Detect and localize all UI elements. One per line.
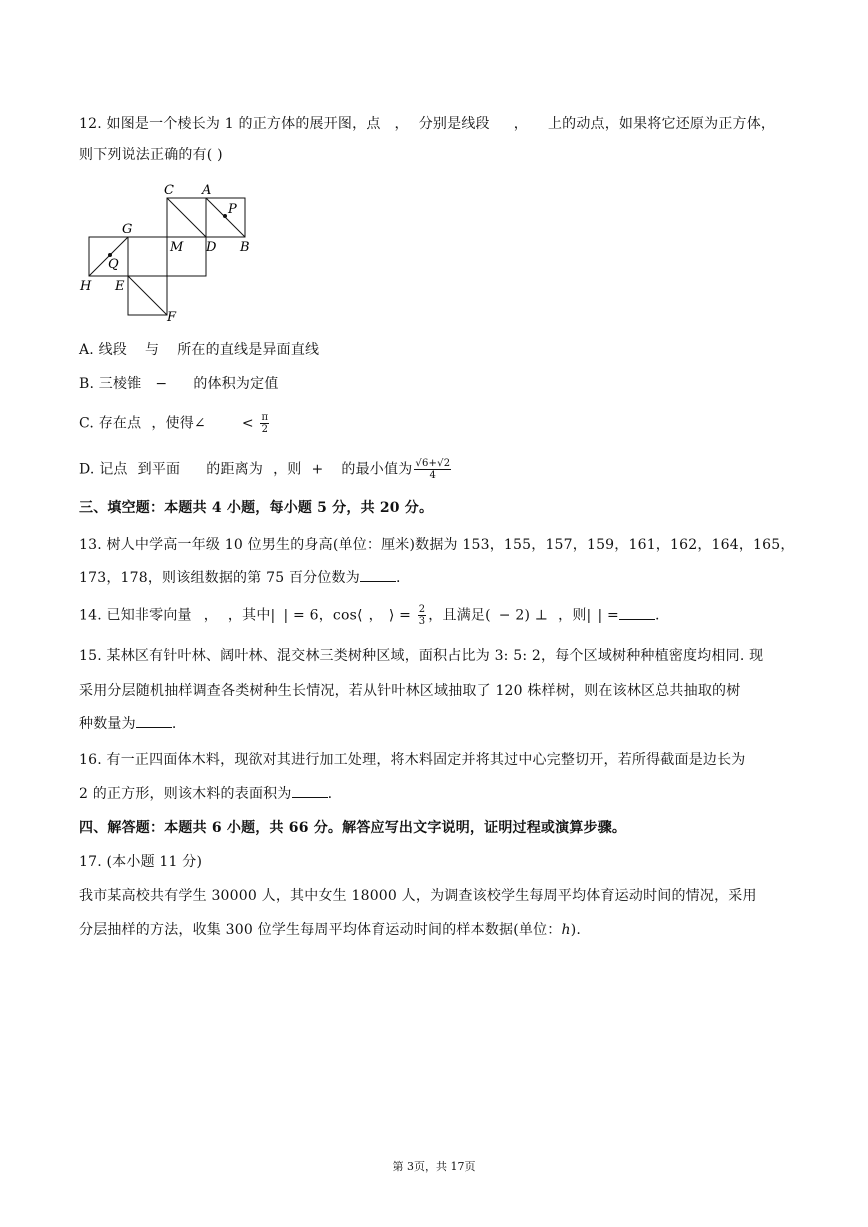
q14-line: 14. 已知非零向量 ， ，其中| | = 6，cos⟨ ， ⟩ = $\frac{2}{3}$ ，且满足( − 2) ⊥ ，则| | = . — [79, 604, 660, 627]
q12-option-b: B. 三棱锥 − 的体积为定值 — [79, 376, 279, 392]
answer-blank — [292, 783, 328, 798]
q15-line1: 15. 某林区有针叶林、阔叶林、混交林三类树种区域，面积占比为 3: 5: 2，每个区域树种种植密度均相同. 现 — [79, 648, 764, 664]
section-4-heading: 四、解答题：本题共 6 小题，共 66 分。解答应写出文字说明，证明过程或演算步骤。 — [79, 820, 627, 836]
q15-line2: 采用分层随机抽样调查各类树种生长情况，若从针叶林区域抽取了 120 株样树，则在该林区总共抽取的树 — [79, 683, 741, 699]
section-3-heading: 三、填空题：本题共 4 小题，每小题 5 分，共 20 分。 — [79, 500, 434, 516]
q12-option-a: A. 线段 与 所在的直线是异面直线 — [79, 342, 320, 358]
fraction-pi-over-2: $\frac{\pi}{2}$ — [261, 412, 269, 435]
label-A: A — [202, 183, 212, 198]
answer-blank — [136, 713, 172, 728]
point-P — [223, 214, 227, 218]
label-C: C — [164, 183, 174, 198]
q13-line2: 173，178，则该组数据的第 75 百分位数为 . — [79, 567, 401, 588]
label-H: H — [80, 279, 92, 294]
q12-line2: 则下列说法正确的有( ) — [79, 147, 223, 163]
q16-line1: 16. 有一正四面体木料，现欲对其进行加工处理，将木料固定并将其过中心完整切开，若所得截面是边长为 — [79, 752, 746, 768]
answer-blank — [360, 567, 396, 582]
cube-net-figure — [78, 180, 258, 325]
q17-line1: 我市某高校共有学生 30000 人，其中女生 18000 人，为调查该校学生每周平均体育运动时间的情况，采用 — [79, 888, 757, 904]
answer-blank — [619, 605, 655, 620]
label-G: G — [122, 222, 133, 237]
q17-line2: 分层抽样的方法，收集 300 位学生每周平均体育运动时间的样本数据(单位：h). — [79, 922, 582, 938]
label-E: E — [115, 279, 125, 294]
q16-line2: 2 的正方形，则该木料的表面积为 . — [79, 783, 332, 804]
diagonal-CD — [167, 198, 206, 237]
q12-line1: 12. 如图是一个棱长为 1 的正方体的展开图，点 ， 分别是线段 ， 上的动点，如果将它还原为正方体， — [79, 116, 776, 132]
label-Q: Q — [108, 257, 119, 272]
label-F: F — [167, 310, 177, 325]
q13-line1: 13. 树人中学高一年级 10 位男生的身高(单位：厘米)数据为 153，155，157，159，161，162，164，165， — [79, 537, 795, 553]
q12-option-d: D. 记点 到平面 的距离为 ，则 + 的最小值为 $\frac{√6+√2}{4}$ — [79, 458, 451, 481]
q15-line3: 种数量为 . — [79, 713, 176, 734]
label-B: B — [240, 240, 250, 255]
label-M: M — [170, 240, 184, 255]
page-footer: 第 3页，共 17页 — [392, 1160, 476, 1173]
diagonal-EF — [128, 276, 167, 315]
label-D: D — [206, 240, 217, 255]
net-square-mid-2 — [128, 237, 167, 276]
label-P: P — [228, 202, 237, 217]
q12-option-c: C. 存在点 ，使得∠ < $\frac{\pi}{2}$ — [79, 412, 269, 435]
fraction-min-value: $\frac{√6+√2}{4}$ — [415, 458, 451, 481]
q17-title: 17. (本小题 11 分) — [79, 854, 203, 870]
fraction-two-thirds: $\frac{2}{3}$ — [418, 604, 426, 627]
